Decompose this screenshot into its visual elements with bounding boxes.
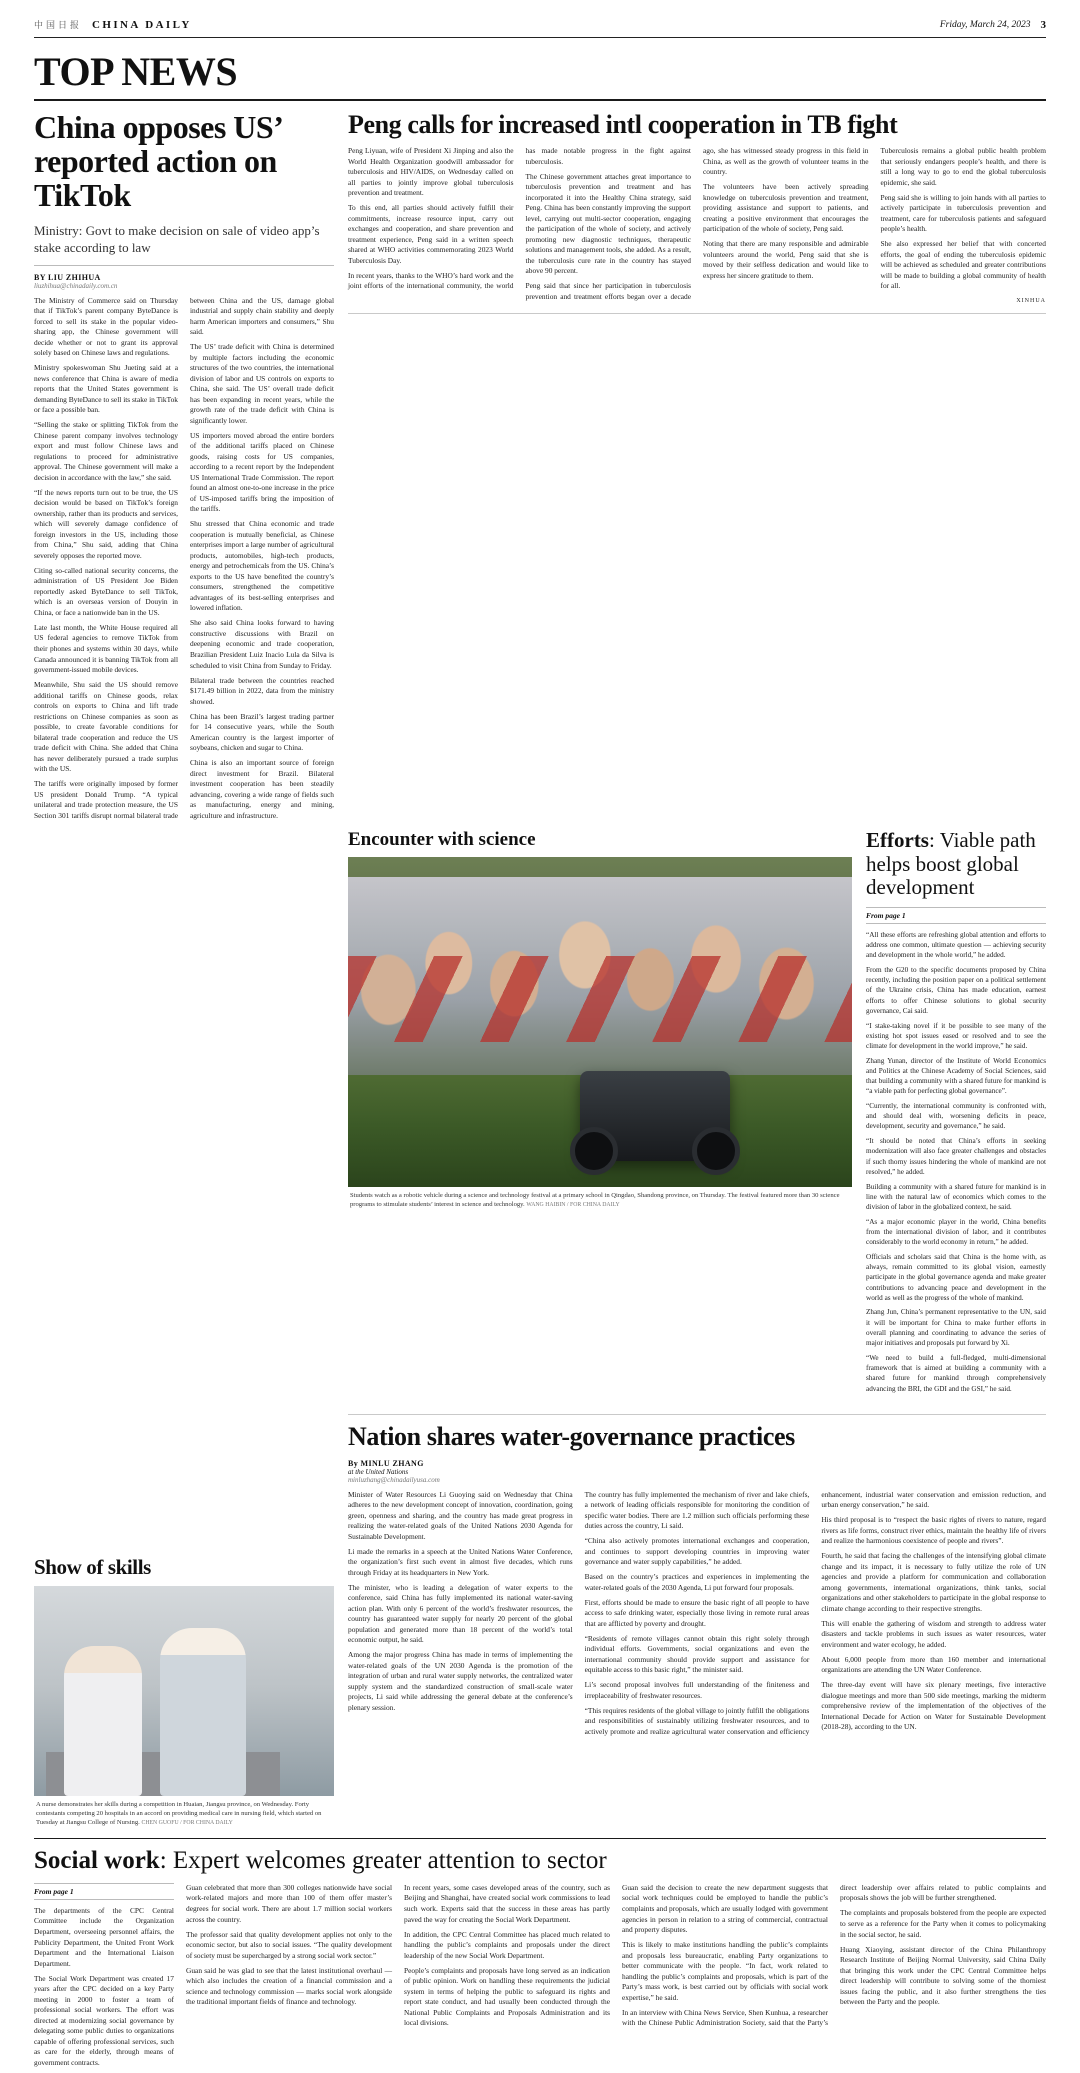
paragraph: Based on the country’s practices and experiences in implementing the water-related goals of the 2030 Agenda, Li put forward four proposals.: [584, 1572, 810, 1592]
tb-headline: Peng calls for increased intl cooperation in TB fight: [348, 110, 898, 139]
publication-date: Friday, March 24, 2023: [939, 19, 1031, 30]
section-rule: [34, 99, 1046, 101]
paragraph: Among the major progress China has made in terms of implementing the water-related goals of the UN 2030 Agenda is the promotion of the integration of urban and rural water supply networks, the centralized water supply system and the standardized construction of small-scale water projects, Li said while addressing the general debate at the conference’s plenary session.: [348, 1650, 573, 1712]
paragraph: The US’ trade deficit with China is determined by multiple factors including the economic structures of the two countries, the international division of labor and US controls on exports to China, she said. The US’ overall trade deficit has been expanding in recent years, while the growth rate of the trade deficit with China is significantly lower.: [190, 342, 334, 425]
photo-feature-title: Encounter with science: [348, 829, 536, 851]
social-body: [186, 1883, 1046, 2073]
paragraph: “We need to build a full-fledged, multi-dimensional framework that is aimed at building a community with a shared future for mankind through comprehensively advancing the BRI, the GDI and the GSI,” he said.: [866, 1353, 1046, 1393]
robot-vehicle: [580, 1071, 730, 1161]
masthead: [34, 18, 1046, 38]
paragraph: “Residents of remote villages cannot obtain this right solely through individual efforts. Governments, social organizations and even the international community should provide support and assistance for equitable access to this basic right,” the minister said.: [584, 1633, 810, 1675]
tb-body: [348, 146, 1046, 305]
paragraph: China has been Brazil’s largest trading partner for 14 consecutive years, while the South American country is the largest importer of soybeans, chicken and sugar to China.: [190, 711, 334, 753]
paragraph: Building a community with a shared future for mankind is in line with the natural law of economics which comes to the division of labor in the globalized context, he said.: [866, 1182, 1046, 1212]
paragraph: Officials and scholars said that China is the home with, as always, remain committed to its global vision, earnestly participate in the global governance agenda and make greater contributions to advancing peace and development in the world as well as the progress of the whole of mankind.: [866, 1252, 1046, 1302]
paragraph: Bilateral trade between the countries reached $171.49 billion in 2022, data from the ministry showed.: [190, 675, 334, 706]
skills-credit: CHEN GUOFU / FOR CHINA DAILY: [141, 1820, 233, 1827]
paragraph: Minister of Water Resources Li Guoying said on Wednesday that China adheres to the new development concept of innovation, coordination, going green, openness and sharing, and the country has made great progress in realizing the water-related goals of the United Nations 2030 Agenda for Sustainable Development.: [348, 1489, 573, 1541]
paragraph: “All these efforts are refreshing global attention and efforts to address one common, ultimate question — achieving security and development in the whole world,” he added.: [866, 930, 1046, 960]
paragraph: Peng said she is willing to join hands with all parties to actively participate in tuberculosis prevention and treatment, care for tuberculosis patients and safeguard people’s health.: [880, 192, 1046, 234]
paragraph: The three-day event will have six plenary meetings, five interactive dialogue meetings and more than 500 side meetings, marking the midterm comprehensive review of the implementation of the objectives of the International Decade for Action on Water for Sustainable Development (2018-28), according to the UN.: [821, 1680, 1046, 1732]
paragraph: Citing so-called national security concerns, the administration of US President Joe Biden reportedly asked ByteDance to sell TikTok, which is an overseas version of Douyin in China, or face a nationwide ban in the US.: [34, 565, 178, 617]
social-from-page-col: [34, 1883, 174, 2073]
paragraph: Huang Xiaoying, assistant director of the China Philanthropy Research Institute of Beijing Normal University, said China Daily that bringing this work under the CPC Central Committee helps direct leadership will contribute to solving some of the thorniest issues facing the public, and it also further strengthens the ties between the Party and the people.: [840, 1944, 1046, 2007]
skills-caption: [34, 1796, 334, 1828]
lead-byline: BY LIU ZHIHUA: [34, 272, 101, 282]
social-from-page: From page 1: [34, 1883, 174, 1900]
paragraph: She also said China looks forward to having constructive discussions with Brazil on deepening economic and trade cooperation, Brazilian President Luiz Inacio Lula da Silva is scheduled to visit China from Sunday to Friday.: [190, 618, 334, 670]
paragraph: Meanwhile, Shu said the US should remove additional tariffs on Chinese goods, relax controls on exports to China and lift trade restrictions on Chinese companies as soon as possible, to create favorable conditions for bilateral trade cooperation and reduce the US trade deficit with China. She added that China has never deliberately pursued a trade surplus with the US.: [34, 680, 178, 774]
paragraph: In addition, the CPC Central Committee has placed much related to handling the public’s complaints and proposals under the direct leadership of the new Social Work Department.: [404, 1929, 610, 1960]
paragraph: “If the news reports turn out to be true, the US decision would be based on TikTok’s foreign ownership, rather than its products and services, which will severely damage confidence of foreign investors in the US, including those from China,” Shu said, adding that China severely opposes the reported move.: [34, 487, 178, 560]
water-byline-email: minluzhang@chinadailyusa.com: [348, 1475, 440, 1484]
paragraph: “I stake-taking novel if it be possible to see many of the existing hot spot issues eased or resolved and to see the climate for development in the world improve,” he said.: [866, 1021, 1046, 1050]
paragraph: “Currently, the international community is confronted with, and should deal with, worsening deficits in peace, development, security and governance,” he said.: [866, 1102, 1046, 1131]
water-headline: Nation shares water-governance practices: [348, 1422, 795, 1452]
lead-deck: Ministry: Govt to make decision on sale of video app’s stake according to law: [34, 223, 334, 266]
paragraph: She also expressed her belief that with concerted efforts, the goal of ending the tuberculosis epidemic will be achieved as scheduled and greater contributions will be made to building a global community of health for all.: [880, 239, 1046, 291]
paragraph: “As a major economic player in the world, China benefits from the international division of labor, and it contributes considerably to the world economy in return,” he added.: [866, 1217, 1046, 1247]
social-headline: [34, 1847, 1046, 1875]
paragraph: The minister, who is leading a delegation of water experts to the conference, said China has fully implemented its national water-saving action plan. With only 6 percent of the world’s freshwater resources, the country has guaranteed water supply for nearly 20 percent of the global population and generated more than 18 percent of the world’s total economic output, he said.: [348, 1582, 573, 1645]
paragraph: From the G20 to the specific documents proposed by China recently, including the position paper on a political settlement of the Ukraine crisis, China has made education, earnest efforts to offer Chinese solutions to global security governance, Cai said.: [866, 965, 1046, 1015]
paragraph: People’s complaints and proposals have long served as an indication of public opinion. Work on handling these requirements the judicial system in terms of helping the public to safeguard its rights and report state conduct, and had usually been conducted through the National Public Complaints and Proposals Administration and its local divisions.: [404, 1965, 610, 2028]
paragraph: Peng said that since her participation in tuberculosis prevention and treatment efforts began over a decade ago, she has witnessed steady progress in this field in China, as well as the growth of volunteer teams in the country.: [525, 146, 869, 301]
paragraph: Zhang Jun, China’s permanent representative to the UN, said it will be important for China to make further efforts in overall planning and coordinating to advance the series of major initiatives and proposals put forward by Xi.: [866, 1308, 1046, 1348]
paragraph: Peng Liyuan, wife of President Xi Jinping and also the World Health Organization goodwill ambassador for tuberculosis and HIV/AIDS, on Wednesday called on all parties to jointly improve global tuberculosis prevention and treatment.: [348, 146, 514, 198]
paragraph: Shu stressed that China economic and trade cooperation is mutually beneficial, as Chinese enterprises import a large number of agricultural products, automobiles, high-tech products, energy and petrochemicals from the US. China’s exports to the US have benefited the country’s consumers, strengthened the competitive advantages of its best-selling enterprises and lowered inflation.: [190, 519, 334, 613]
paper-name: CHINA DAILY: [92, 19, 192, 31]
tb-story: [348, 111, 1046, 823]
social-headline-bold: Social work: [34, 1846, 160, 1874]
paragraph: The departments of the CPC Central Committee include the Organization Department, overseeing personnel affairs, the Publicity Department, the United Front Work Department and the International Liaison Department.: [34, 1905, 174, 1968]
efforts-headline-bold: Efforts: [866, 828, 929, 853]
paragraph: “China also actively promotes international exchanges and cooperation, and continues to support developing countries in improving water governance and water supply capabilities,” he added.: [584, 1536, 810, 1567]
paragraph: Guan celebrated that more than 300 colleges nationwide have social work-related majors and more than 100 of them offer master’s degrees for social work. There are about 1.7 million social workers across the country.: [186, 1882, 392, 1924]
water-story: [348, 1406, 1046, 1828]
nurse-competition-photo: [34, 1586, 334, 1796]
paragraph: The Ministry of Commerce said on Thursday that if TikTok’s parent company ByteDance is forced to sell its stake in the popular video-sharing app, the Chinese government will decide whether or not to grant its approval solely based on Chinese laws and regulations.: [34, 295, 178, 358]
lead-continued-spacer: [34, 829, 334, 1398]
paragraph: This is likely to make institutions handling the public’s complaints and proposals less bureaucratic, enabling Party organizations to better communicate with the people. “In fact, work related to handling the public’s complaints and proposals, which is part of the Party’s mass work, is best carried out by officials with social work expertise,” he said.: [622, 1940, 828, 2002]
lead-body: [34, 296, 334, 824]
lead-byline-email: liuzhihua@chinadaily.com.cn: [34, 281, 118, 290]
paragraph: Guan said the decision to create the new department suggests that social work techniques could be employed to handle the public’s complaints and proposals, which are usually lodged with government agencies in person in relation to a string of commercial, contractual and property disputes.: [622, 1882, 828, 1935]
paragraph: The volunteers have been actively spreading knowledge on tuberculosis prevention and treatment, providing assistance and support to patients, and creating a positive environment that encourages the participation of the whole of society, Peng said.: [703, 182, 869, 234]
social-headline-rest: : Expert welcomes greater attention to sector: [159, 1846, 607, 1874]
divider: [348, 313, 1046, 314]
tb-source: XINHUA: [1016, 297, 1046, 304]
paragraph: In an interview with China News Service, Shen Kunhua, a researcher with the Chinese Public Administration Society, said that the Party’s direct leadership over affairs related to public complaints and proposals shows the job will be further strengthened.: [622, 1882, 1046, 2028]
middle-area: [34, 829, 1046, 1398]
efforts-rail: [866, 829, 1046, 1398]
paragraph: First, efforts should be made to ensure the basic right of all people to have access to safe drinking water, especially those living in remote rural areas that are afflicted by poverty and drought.: [584, 1597, 810, 1628]
photo-feature: [348, 829, 852, 1398]
lead-headline: China opposes US’ reported action on TikTok: [34, 109, 281, 213]
chinese-title: 中国日报: [34, 21, 83, 31]
skills-headline: Show of skills: [34, 1555, 151, 1580]
paragraph: To this end, all parties should actively fulfill their commitments, increase resource input, carry out exchanges and cooperation, and share prevention and treatment experience, Peng said in a written speech shared at WHO activities commemorating 2023 World Tuberculosis Day.: [348, 203, 514, 265]
paragraph: US importers moved abroad the entire borders of the additional tariffs placed on Chinese goods, raising costs for US companies, according to a recent report by the Independent US International Trade Commission. The report found an almost one-to-one increase in the price of US-imposed tariffs bring the imposition of the tariffs.: [190, 430, 334, 514]
photo-caption-text: Students watch as a robotic vehicle during a science and technology festival at a primary school in Qingdao, Shandong province, on Thursday. The festival featured more than 30 science programs to stimulate students’ interest in science and technology.: [350, 1192, 840, 1209]
section-title: TOP NEWS: [34, 49, 238, 94]
photo-caption: [348, 1187, 852, 1210]
bottom-divider: [34, 1838, 1046, 1839]
paragraph: The country has fully implemented the mechanism of river and lake chiefs, a network of leading officials responsible for monitoring the condition of specific water bodies. There are 1.2 million such officials performing these duties across the country, Li said.: [584, 1489, 810, 1531]
science-festival-photo: [348, 857, 852, 1187]
paragraph: “Selling the stake or splitting TikTok from the Chinese parent company involves technology export and must follow Chinese laws and regulations to proceed for administrative approval. The Chinese government will make a decision in accordance with the law,” she said.: [34, 420, 178, 482]
page-number: 3: [1040, 18, 1046, 31]
paragraph: The tariffs were originally imposed by former US president Donald Trump. “A typical unilateral and trade protection measure, the US Section 301 tariffs disrupt normal bilateral trade between China and the US, damage global industrial and supply chain stability and deeply harm American importers and consumers,” Shu said.: [34, 295, 334, 820]
photo-credit: WANG HAIBIN / FOR CHINA DAILY: [526, 1202, 620, 1209]
lead-story: [34, 111, 334, 823]
paragraph: Li made the remarks in a speech at the United Nations Water Conference, the organization’s first such event in almost five decades, which runs through Friday at its headquarters in New York.: [348, 1546, 573, 1577]
paragraph: The Social Work Department was created 17 years after the CPC decided on a key Party meeting in 2000 to foster a team of professional social workers. The effort was directed at modernizing social governance by delegating some public duties to organizations capable of offering professional services, such as care for the elderly, through means of government contracts.: [34, 1973, 174, 2067]
paragraph: In recent years, thanks to the WHO’s hard work and the joint efforts of the international community, the world has made notable progress in the fight against tuberculosis.: [348, 146, 691, 291]
paragraph: Tuberculosis remains a global public health problem that seriously endangers people’s health, and there is still a long way to go to end the global tuberculosis epidemic, she said.: [880, 146, 1046, 187]
water-body: [348, 1490, 1046, 1738]
nurse-figure-right: [160, 1628, 246, 1796]
paragraph: In recent years, some cases developed areas of the country, such as Beijing and Shanghai, have created social work commissions to lead such work. Experts said that the success in these areas has partly paved the way for creating the Social Work Department.: [404, 1882, 610, 1924]
paragraph: Noting that there are many responsible and admirable volunteers around the world, Peng said that she is moved by their selfless dedication and would like to express her sincere gratitude to them.: [703, 239, 869, 280]
water-byline-location: at the United Nations: [348, 1467, 409, 1476]
paragraph: “It should be noted that China’s efforts in seeking modernization will also face greater challenges and obstacles if such thorny issues hindering the whole of mankind are not resolved,” he added.: [866, 1137, 1046, 1176]
efforts-from-page: From page 1: [866, 907, 1046, 924]
paragraph: Late last month, the White House required all US federal agencies to remove TikTok from their phones and systems within 30 days, while Canada announced it is banning TikTok from all government-issued mobile devices.: [34, 622, 178, 675]
paragraph: The professor said that quality development applies not only to the economic sector, but also to social issues. “The quality development of society must be supercharged by a strong social work sector.”: [186, 1929, 392, 1960]
paragraph: The complaints and proposals bolstered from the people are expected to serve as a reference for the Party when it comes to policymaking in the social sector, he said.: [840, 1908, 1046, 1939]
paragraph: The Chinese government attaches great importance to tuberculosis prevention and treatment and has incorporated it into the Healthy China strategy, said Peng. China has been constantly improving the support level, carrying out multi-sector cooperation, engaging the participation of the whole of society, and actively promoting new diagnostic techniques, therapeutic solutions and management tools, she added. As a result, the tuberculosis cure rate in the country has stayed above 90 percent.: [525, 171, 691, 276]
skills-story: [34, 1406, 334, 1828]
paragraph: Guan said he was glad to see that the latest institutional overhaul — which also includes the creation of a financial commission and a science and technology commission — marks social work alongside the traditional important fields of finance and technology.: [186, 1965, 392, 2007]
paragraph: Li’s second proposal involves full understanding of the finiteness and irreplaceability of freshwater resources.: [584, 1680, 810, 1700]
lower-area: [34, 1406, 1046, 1828]
skills-caption-text: A nurse demonstrates her skills during a competition in Huaian, Jiangsu province, on Wednesday. Forty contestants competing 20 hospitals in an accord on providing medical care in nursing field, which started on Tuesday at Jiangsu College of Nursing.: [36, 1801, 322, 1827]
social-body-area: [34, 1883, 1046, 2073]
paragraph: China is also an important source of foreign direct investment for Brazil. Bilateral investment cooperation has been steadily advancing, covering a wide range of fields such as manufacturing, energy and mining, agriculture and infrastructure.: [190, 758, 334, 820]
efforts-headline-rest: : Viable path helps boost global development: [866, 828, 1036, 899]
water-byline: By MINLU ZHANG: [348, 1458, 424, 1468]
paragraph: “This requires residents of the global village to jointly fulfill the obligations and responsibilities of sustainably utilizing freshwater resources, and to actively promote and realize agricultural water conservation and efficiency enhancement, industrial water conservation and emission reduction, and urban energy conservation,” he said.: [584, 1489, 1046, 1736]
divider: [348, 1414, 1046, 1415]
efforts-headline: [866, 829, 1046, 898]
paragraph: About 6,000 people from more than 160 member and international organizations are attending the UN Water Conference.: [821, 1654, 1046, 1675]
nurse-figure-left: [64, 1646, 142, 1796]
paragraph: His third proposal is to “respect the basic rights of rivers to nature, regard rivers as life forms, construct river ethics, maintain the healthy life of rivers and realize the harmonious coexistence of people and rivers”.: [821, 1515, 1046, 1546]
paragraph: Fourth, he said that facing the challenges of the intensifying global climate change and its impact, it is necessary to fully utilize the role of UN agencies and provide a platform for communication and collaboration among governments, international organizations, think tanks, social organizations and other stakeholders to participate in the global response to climate change according to their respective strengths.: [821, 1551, 1046, 1613]
paragraph: Ministry spokeswoman Shu Jueting said at a news conference that China is aware of media reports that the United States government is demanding ByteDance to sell its stake in TikTok or face a possible ban.: [34, 363, 178, 415]
top-area: [34, 111, 1046, 823]
paragraph: Zhang Yunan, director of the Institute of World Economics and Politics at the Chinese Academy of Social Sciences, said that building a community with a shared future for mankind is “a viable path for perfecting global governance”.: [866, 1056, 1046, 1096]
paragraph: This will enable the gathering of wisdom and strength to address water disasters and tackle problems in such issues as water resources, water environment and water ecology, he added.: [821, 1618, 1046, 1649]
